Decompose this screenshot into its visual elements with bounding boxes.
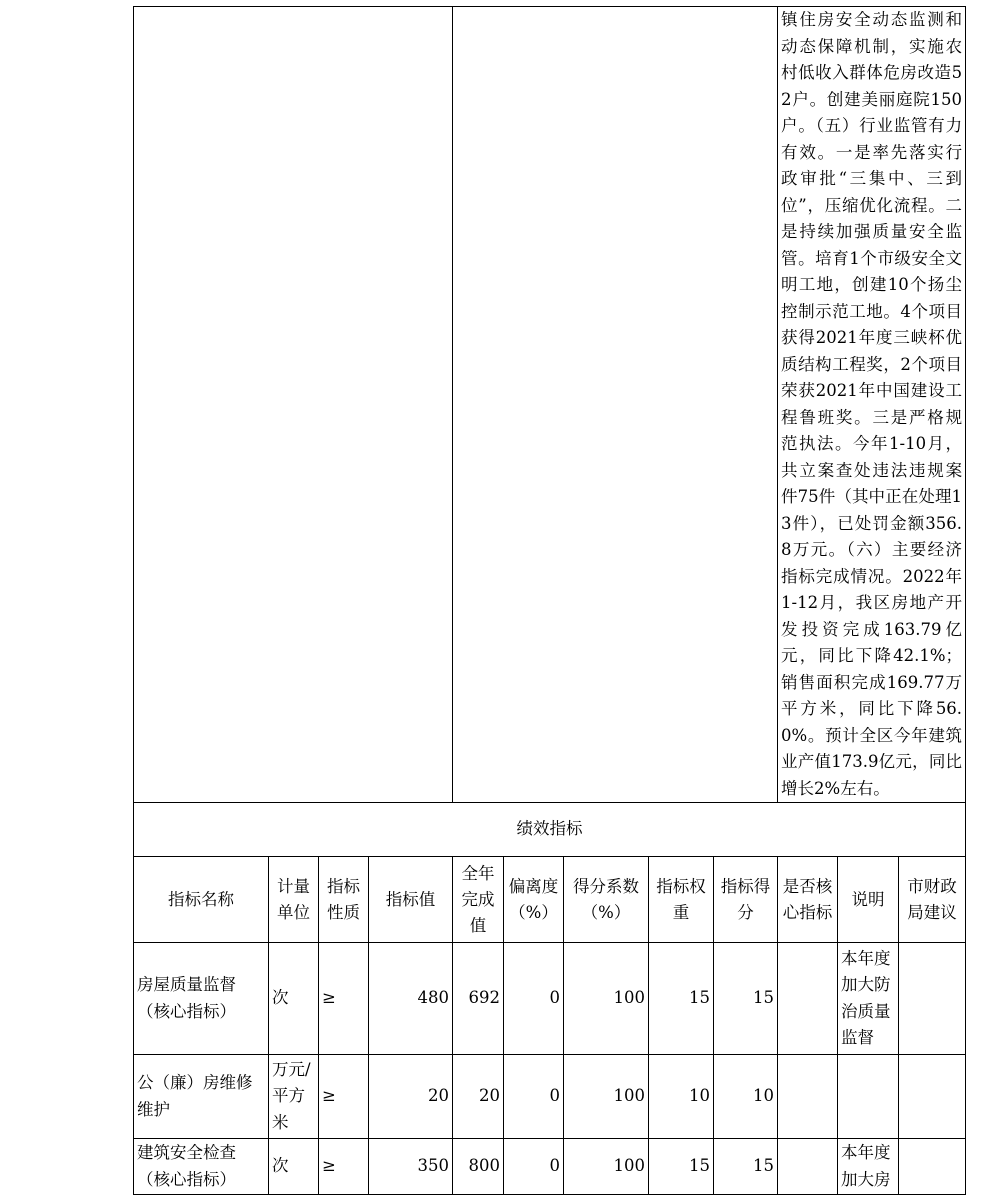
indicator-core <box>778 943 838 1055</box>
indicator-advice <box>899 1139 966 1195</box>
indicator-nature: ≥ <box>319 1055 369 1139</box>
empty-cell-middle <box>453 7 778 803</box>
header-core: 是否核心指标 <box>778 857 838 943</box>
indicator-deviation: 0 <box>504 943 564 1055</box>
indicator-nature: ≥ <box>319 1139 369 1195</box>
indicator-core <box>778 1055 838 1139</box>
indicator-desc: 本年度加大防治质量监督 <box>838 943 899 1055</box>
indicator-unit: 次 <box>269 1139 319 1195</box>
indicator-score: 15 <box>714 943 778 1055</box>
indicator-target: 350 <box>369 1139 453 1195</box>
indicator-target: 480 <box>369 943 453 1055</box>
performance-table <box>133 6 966 1195</box>
header-nature: 指标性质 <box>319 857 369 943</box>
indicator-score: 10 <box>714 1055 778 1139</box>
header-deviation: 偏离度（%） <box>504 857 564 943</box>
header-score: 指标得分 <box>714 857 778 943</box>
indicator-name: 建筑安全检查（核心指标） <box>134 1139 269 1195</box>
indicator-advice <box>899 1055 966 1139</box>
section-title-row <box>134 803 966 857</box>
header-actual: 全年完成值 <box>453 857 504 943</box>
header-desc: 说明 <box>838 857 899 943</box>
header-advice: 市财政局建议 <box>899 857 966 943</box>
indicator-actual: 692 <box>453 943 504 1055</box>
header-row <box>134 857 966 943</box>
indicator-name: 公（廉）房维修维护 <box>134 1055 269 1139</box>
indicator-advice <box>899 943 966 1055</box>
table-row <box>134 1139 966 1195</box>
indicator-actual: 800 <box>453 1139 504 1195</box>
indicator-target: 20 <box>369 1055 453 1139</box>
header-weight: 指标权重 <box>649 857 714 943</box>
indicator-unit: 次 <box>269 943 319 1055</box>
empty-cell-left <box>134 7 453 803</box>
indicator-desc <box>838 1055 899 1139</box>
indicator-score: 15 <box>714 1139 778 1195</box>
indicator-actual: 20 <box>453 1055 504 1139</box>
indicator-weight: 15 <box>649 1139 714 1195</box>
header-unit: 计量单位 <box>269 857 319 943</box>
indicator-nature: ≥ <box>319 943 369 1055</box>
indicator-coef: 100 <box>564 1055 649 1139</box>
indicator-weight: 15 <box>649 943 714 1055</box>
indicator-deviation: 0 <box>504 1139 564 1195</box>
top-text-row <box>134 7 966 803</box>
indicator-name: 房屋质量监督（核心指标） <box>134 943 269 1055</box>
indicator-unit: 万元/平方米 <box>269 1055 319 1139</box>
indicator-coef: 100 <box>564 1139 649 1195</box>
table-row <box>134 1055 966 1139</box>
indicator-weight: 10 <box>649 1055 714 1139</box>
header-coef: 得分系数（%） <box>564 857 649 943</box>
header-name: 指标名称 <box>134 857 269 943</box>
header-target: 指标值 <box>369 857 453 943</box>
indicator-core <box>778 1139 838 1195</box>
indicator-desc: 本年度加大房 <box>838 1139 899 1195</box>
work-summary-text: 镇住房安全动态监测和动态保障机制，实施农村低收入群体危房改造52户。创建美丽庭院150户。（五）行业监管有力有效。一是率先落实行政审批“三集中、三到位”，压缩优化流程。二是持续加强质量安全监管。培育1个市级安全文明工地，创建10个扬尘控制示范工地。4个项目获得2021年度三峡杯优质结构工程奖，2个项目荣获2021年中国建设工程鲁班奖。三是严格规范执法。今年1-10月，共立案查处违法违规案件75件（其中正在处理13件），已处罚金额356.8万元。（六）主要经济指标完成情况。2022年1-12月，我区房地产开发投资完成163.79亿元，同比下降42.1%；销售面积完成169.77万平方米，同比下降56.0%。预计全区今年建筑业产值173.9亿元，同比增长2%左右。 <box>778 7 966 803</box>
table-row <box>134 943 966 1055</box>
section-title: 绩效指标 <box>134 803 966 857</box>
indicator-deviation: 0 <box>504 1055 564 1139</box>
indicator-coef: 100 <box>564 943 649 1055</box>
